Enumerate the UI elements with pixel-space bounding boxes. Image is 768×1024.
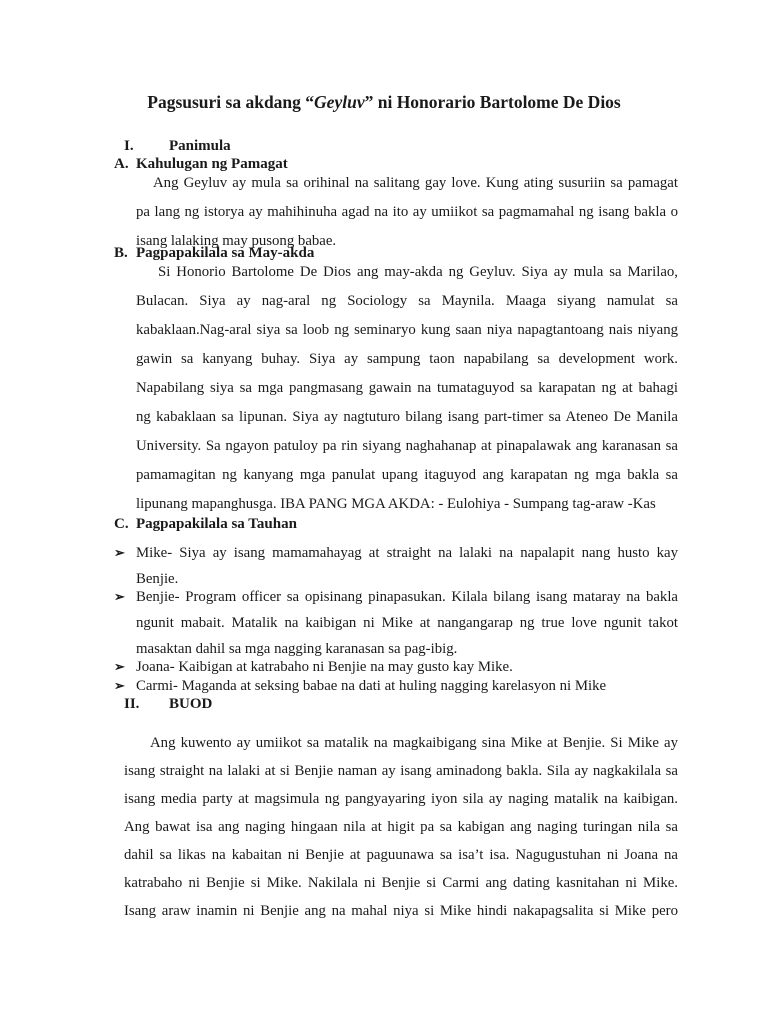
subsection-c-heading: Pagpapakilala sa Tauhan [136,516,297,532]
subsection-a-letter: A. [114,156,129,172]
character-bullet-carmi [136,678,678,695]
section-2-numeral: II. [124,696,140,712]
bullet-line: Joana- Kaibigan at katrabaho ni Benjie na may gusto kay Mike. [136,659,513,675]
summary-paragraph [124,735,678,931]
arrow-bullet-icon: ➢ [114,659,125,674]
bullet-line: ngunit mabait. Matalik na kaibigan ni Mike at nangangarap ng true love ngunit takot [136,615,678,631]
arrow-bullet-icon: ➢ [114,678,125,693]
bullet-line: Mike- Siya ay isang mamamahayag at straight na lalaki na napalapit nang husto kay [136,545,678,561]
paragraph-line: isang lalaking may pusong babae. [136,233,337,249]
paragraph-line: pa lang ng istorya ay mahihinuha agad na ito ay umiikot sa pagmamahal ng isang bakla o [136,204,678,220]
paragraph-line: Ang Geyluv ay mula sa orihinal na salitang gay love. Kung ating susuriin sa pamagat [153,175,678,191]
paragraph-line: Ang bawat isa ang naging hingaan nila at higit pa sa kabigan ang naging turingan nila sa [124,819,678,835]
subsection-b-paragraph [136,264,678,525]
paragraph-line: Ang kuwento ay umiikot sa matalik na magkaibigang sina Mike at Benjie. Si Mike ay [150,735,678,751]
document-title [0,92,768,113]
section-1-numeral: I. [124,138,134,154]
section-2-heading: BUOD [169,696,213,712]
subsection-a-heading: Kahulugan ng Pamagat [136,156,288,172]
section-1-heading: Panimula [169,138,231,154]
subsection-b-heading: Pagpapakilala sa May-akda [136,245,315,261]
bullet-line: masaktan dahil sa mga nagging karanasan sa pag-ibig. [136,641,458,657]
title-work: Geyluv [314,92,365,112]
paragraph-line: University. Sa ngayon patuloy pa rin siyang naghahanap at pinapalawak ang karanasan sa [136,438,678,454]
bullet-line: Carmi- Maganda at seksing babae na dati at huling nagging karelasyon ni Mike [136,678,607,694]
paragraph-line: isang media party at magsimula ng pangyayaring iyon sila ay naging matalik na kaibigan. [124,791,678,807]
paragraph-line: pamamagitan ng kanyang mga panulat upang itaguyod ang karapatan ng mga bakla sa [136,467,678,483]
paragraph-line: lipunang mapanghusga. IBA PANG MGA AKDA: - Eulohiya - Sumpang tag-araw -Kas [136,496,656,512]
paragraph-line: katrabaho ni Benjie si Mike. Nakilala ni Benjie si Carmi ang dating kasnitahan ni Mike. [124,875,678,891]
arrow-bullet-icon: ➢ [114,545,125,560]
bullet-line: Benjie. [136,571,179,587]
subsection-c-letter: C. [114,516,129,532]
character-bullet-mike [136,545,678,588]
bullet-line: Benjie- Program officer sa opisinang pinapasukan. Kilala bilang isang mataray na bakla [136,589,678,605]
paragraph-line: ng kabaklaan sa lipunan. Siya ay nagtuturo bilang isang part-timer sa Ateneo De Manila [136,409,678,425]
title-prefix: Pagsusuri sa akdang “ [147,92,315,112]
arrow-bullet-icon: ➢ [114,589,125,604]
character-bullet-benjie [136,589,678,658]
paragraph-line: Isang araw inamin ni Benjie ang na mahal niya si Mike hindi nakapagsalita si Mike pero [124,903,678,919]
paragraph-line: gawin sa kanyang buhay. Siya ay sampung taon napabilang sa development work. [136,351,678,367]
character-bullet-joana [136,659,678,676]
subsection-b-letter: B. [114,245,128,261]
paragraph-line: isang straight na lalaki at si Benjie naman ay isang aminadong bakla. Sila ay nagkakilala sa [124,763,678,779]
paragraph-line: Bulacan. Siya ay nag-aral ng Sociology sa Maynila. Maaga siyang namulat sa [136,293,678,309]
paragraph-line: Si Honorio Bartolome De Dios ang may-akda ng Geyluv. Siya ay mula sa Marilao, [158,264,678,280]
paragraph-line: Napabilang siya sa mga pangmasang gawain na tumataguyod sa karapatan ng at bahagi [136,380,678,396]
title-suffix: ” ni Honorario Bartolome De Dios [364,92,621,112]
paragraph-line: kabaklaan.Nag-aral siya sa loob ng seminaryo kung saan niya napagtantoang nais niyang [136,322,678,338]
paragraph-line: dahil sa likas na kabaitan ni Benjie at paguunawa sa isa’t isa. Nagugustuhan ni Joana na [124,847,678,863]
